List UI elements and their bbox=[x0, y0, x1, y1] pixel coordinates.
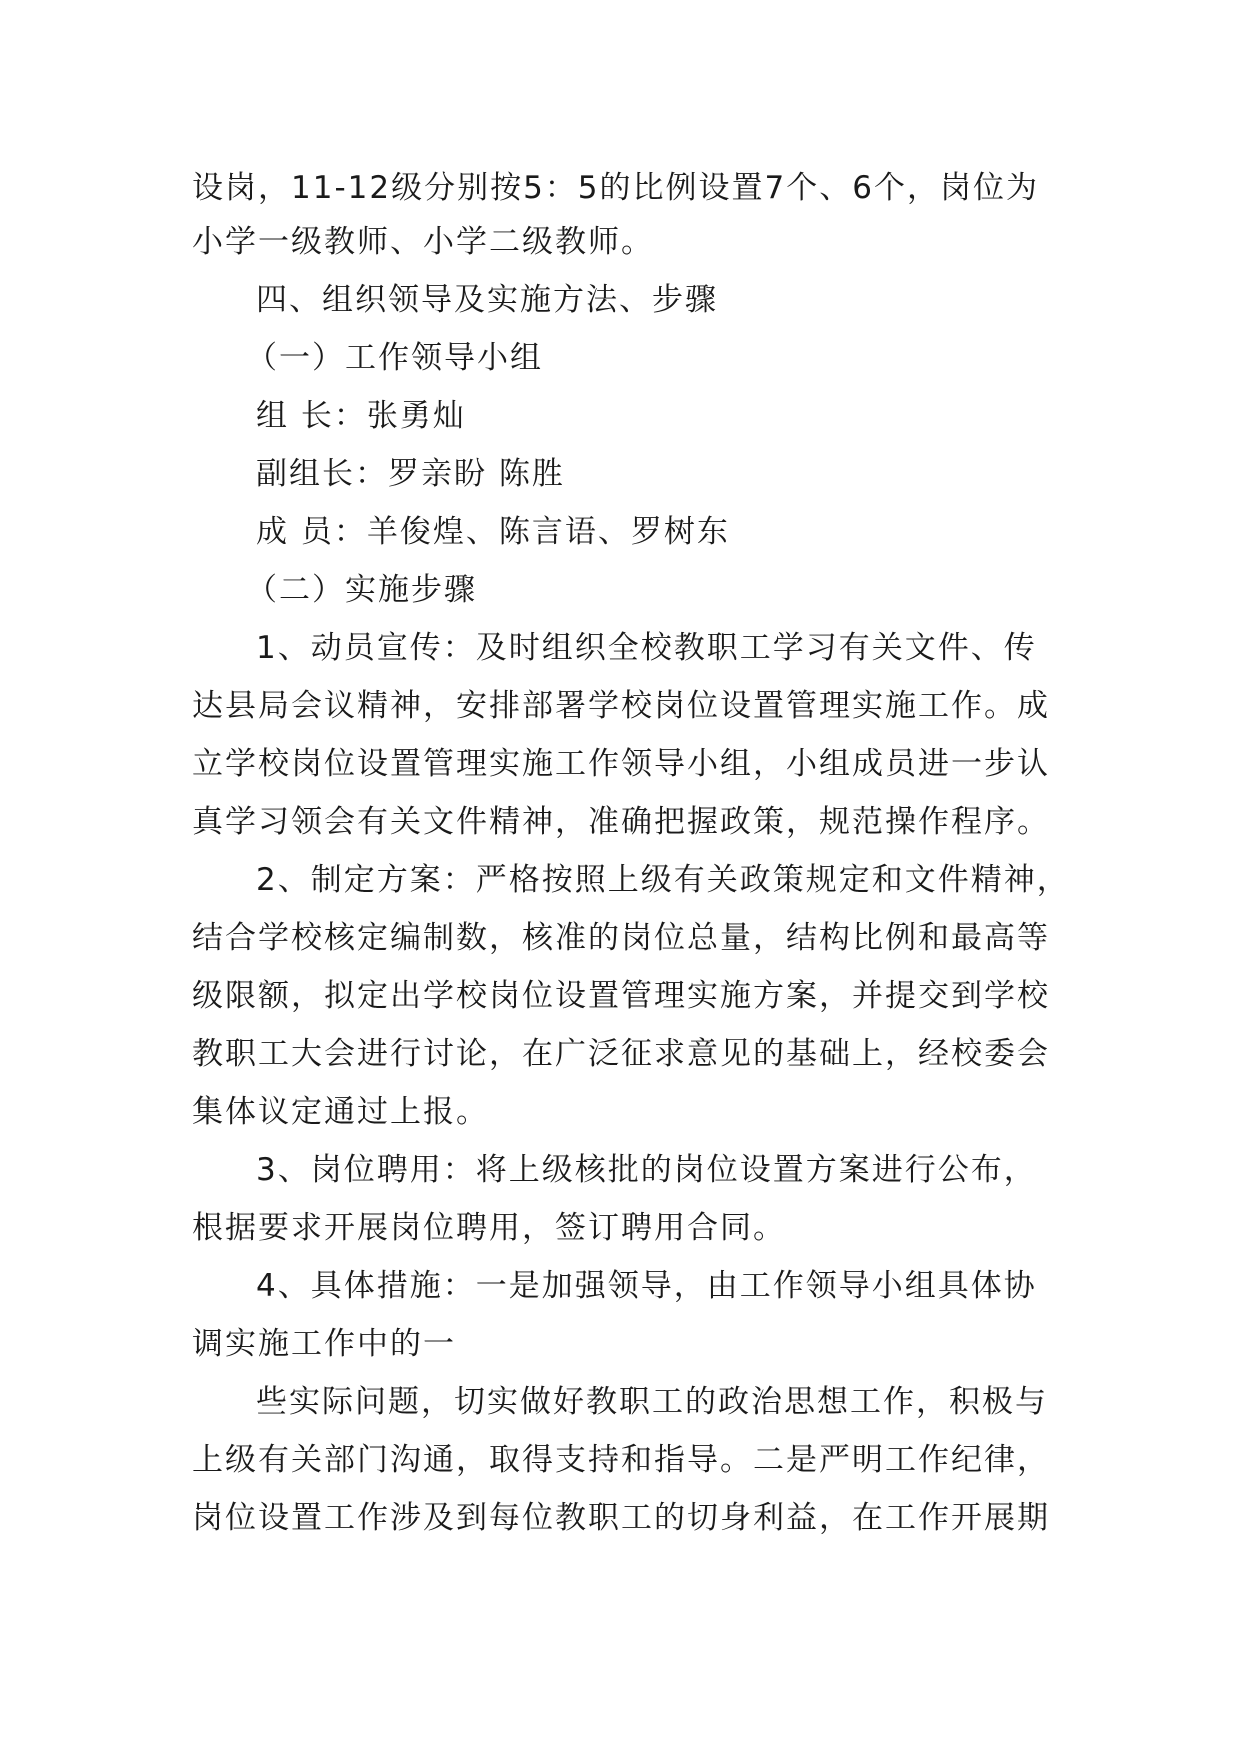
paragraph-start: 4、具体措施：一是加强领导，由工作领导小组具体协 bbox=[256, 1268, 1037, 1304]
text-line: 组 长：张勇灿 bbox=[256, 398, 466, 434]
text-line: 成 员：羊俊煌、陈言语、罗树东 bbox=[256, 514, 730, 550]
text-line: 级限额，拟定出学校岗位设置管理实施方案，并提交到学校 bbox=[192, 978, 1050, 1014]
text-line: 立学校岗位设置管理实施工作领导小组，小组成员进一步认 bbox=[192, 746, 1050, 782]
subsection-heading: （一）工作领导小组 bbox=[246, 340, 543, 376]
paragraph-start: 3、岗位聘用：将上级核批的岗位设置方案进行公布， bbox=[256, 1152, 1037, 1188]
text-line: 调实施工作中的一 bbox=[192, 1326, 456, 1362]
text-line: 副组长：罗亲盼 陈胜 bbox=[256, 456, 565, 492]
section-heading: 四、组织领导及实施方法、步骤 bbox=[256, 282, 718, 318]
text-line: 教职工大会进行讨论，在广泛征求意见的基础上，经校委会 bbox=[192, 1036, 1050, 1072]
text-line: 达县局会议精神，安排部署学校岗位设置管理实施工作。成 bbox=[192, 688, 1050, 724]
subsection-heading: （二）实施步骤 bbox=[246, 572, 477, 608]
text-line: 结合学校核定编制数，核准的岗位总量，结构比例和最高等 bbox=[192, 920, 1050, 956]
text-line: 集体议定通过上报。 bbox=[192, 1094, 489, 1130]
text-line: 岗位设置工作涉及到每位教职工的切身利益，在工作开展期 bbox=[192, 1500, 1050, 1536]
text-line: 根据要求开展岗位聘用，签订聘用合同。 bbox=[192, 1210, 786, 1246]
text-line: 设岗，11-12级分别按5：5的比例设置7个、6个，岗位为 bbox=[192, 170, 1039, 206]
paragraph-start: 2、制定方案：严格按照上级有关政策规定和文件精神， bbox=[256, 862, 1070, 898]
paragraph-start: 些实际问题，切实做好教职工的政治思想工作，积极与 bbox=[256, 1384, 1048, 1420]
text-line: 上级有关部门沟通，取得支持和指导。二是严明工作纪律， bbox=[192, 1442, 1050, 1478]
text-line: 真学习领会有关文件精神，准确把握政策，规范操作程序。 bbox=[192, 804, 1050, 840]
paragraph-start: 1、动员宣传：及时组织全校教职工学习有关文件、传 bbox=[256, 630, 1037, 666]
text-line: 小学一级教师、小学二级教师。 bbox=[192, 224, 654, 260]
